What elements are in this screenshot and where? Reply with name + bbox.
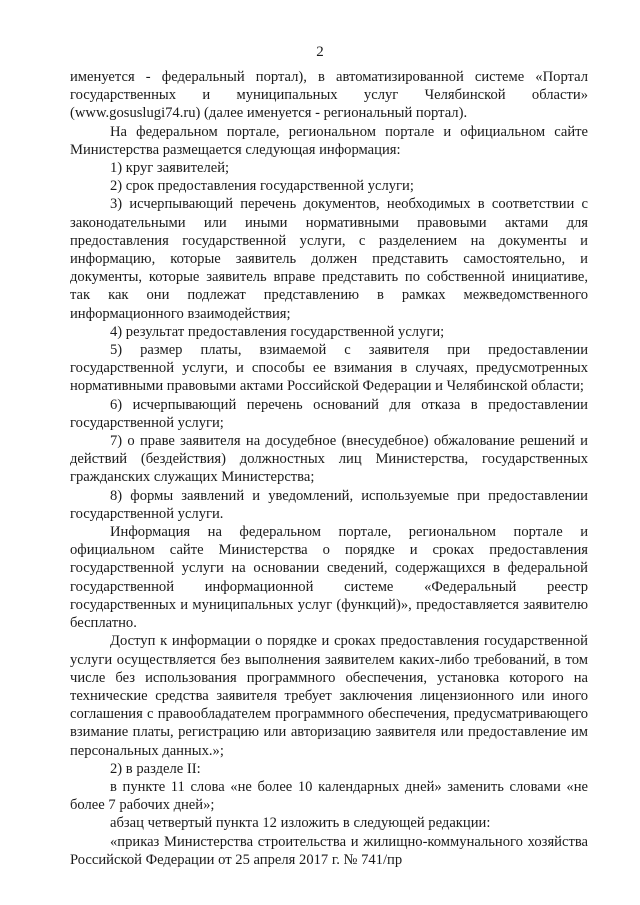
paragraph-point-11: в пункте 11 слова «не более 10 календарных дней» заменить словами «не более 7 рабочих дней»;: [70, 778, 588, 814]
paragraph-order-quote: «приказ Министерства строительства и жилищно-коммунального хозяйства Российской Федерации от 25 апреля 2017 г. № 741/пр: [70, 833, 588, 868]
paragraph-access: Доступ к информации о порядке и сроках предоставления государственной услуги осуществляется без выполнения заявителем каких-либо требований, в том числе без использования программного обеспечения, установка которого на технические средства заявителя требует заключения лицензионного или иного соглашения с правообладателем программного обеспечения, предусматривающего взимание платы, регистрацию или авторизацию заявителя или предоставление им персональных данных.»;: [70, 633, 588, 759]
page-number: 2: [316, 44, 324, 60]
paragraph-portal-continuation: именуется - федеральный портал), в автоматизированной системе «Портал государственных и муниципальных услуг Челябинской области» (www.gosuslugi74.ru) (далее именуется - региональный портал).: [70, 69, 588, 122]
list-item-3: 3) исчерпывающий перечень документов, необходимых в соответствии с законодательными или иными нормативными правовыми актами для предоставления государственной услуги, с разделением на документы и информацию, которые заявитель должен представить самостоятельно, и документы, которые заявитель вправе представить по собственной инициативе, так как они подлежат представлению в рамках межведомственного информационного взаимодействия;: [70, 196, 588, 322]
list-item-4: 4) результат предоставления государственной услуги;: [110, 323, 445, 340]
list-item-1: 1) круг заявителей;: [110, 160, 230, 177]
list-item-8: 8) формы заявлений и уведомлений, используемые при предоставлении государственной услуги.: [70, 487, 588, 522]
paragraph-info-intro: На федеральном портале, региональном портале и официальном сайте Министерства размещается следующая информация:: [70, 123, 588, 158]
list-item-2: 2) срок предоставления государственной услуги;: [110, 178, 414, 195]
list-item-5: 5) размер платы, взимаемой с заявителя при предоставлении государственной услуги, и способы ее взимания в случаях, предусмотренных нормативными правовыми актами Российской Федерации и Челябинской области;: [70, 342, 588, 395]
paragraph-section-ii: 2) в разделе II:: [110, 760, 201, 777]
document-body: [70, 68, 588, 869]
list-item-7: 7) о праве заявителя на досудебное (внесудебное) обжалование решений и действий (бездействия) должностных лиц Министерства, государственных гражданских служащих Министерства;: [70, 433, 588, 486]
paragraph-info-free: Информация на федеральном портале, региональном портале и официальном сайте Министерства о порядке и сроках предоставления государственной услуги на основании сведений, содержащихся в федеральной государственной информационной системе «Федеральный реестр государственных и муниципальных услуг (функций)», предоставляется заявителю бесплатно.: [70, 524, 588, 632]
list-item-6: 6) исчерпывающий перечень оснований для отказа в предоставлении государственной услуги;: [70, 396, 588, 431]
paragraph-point-12: абзац четвертый пункта 12 изложить в следующей редакции:: [110, 815, 491, 832]
